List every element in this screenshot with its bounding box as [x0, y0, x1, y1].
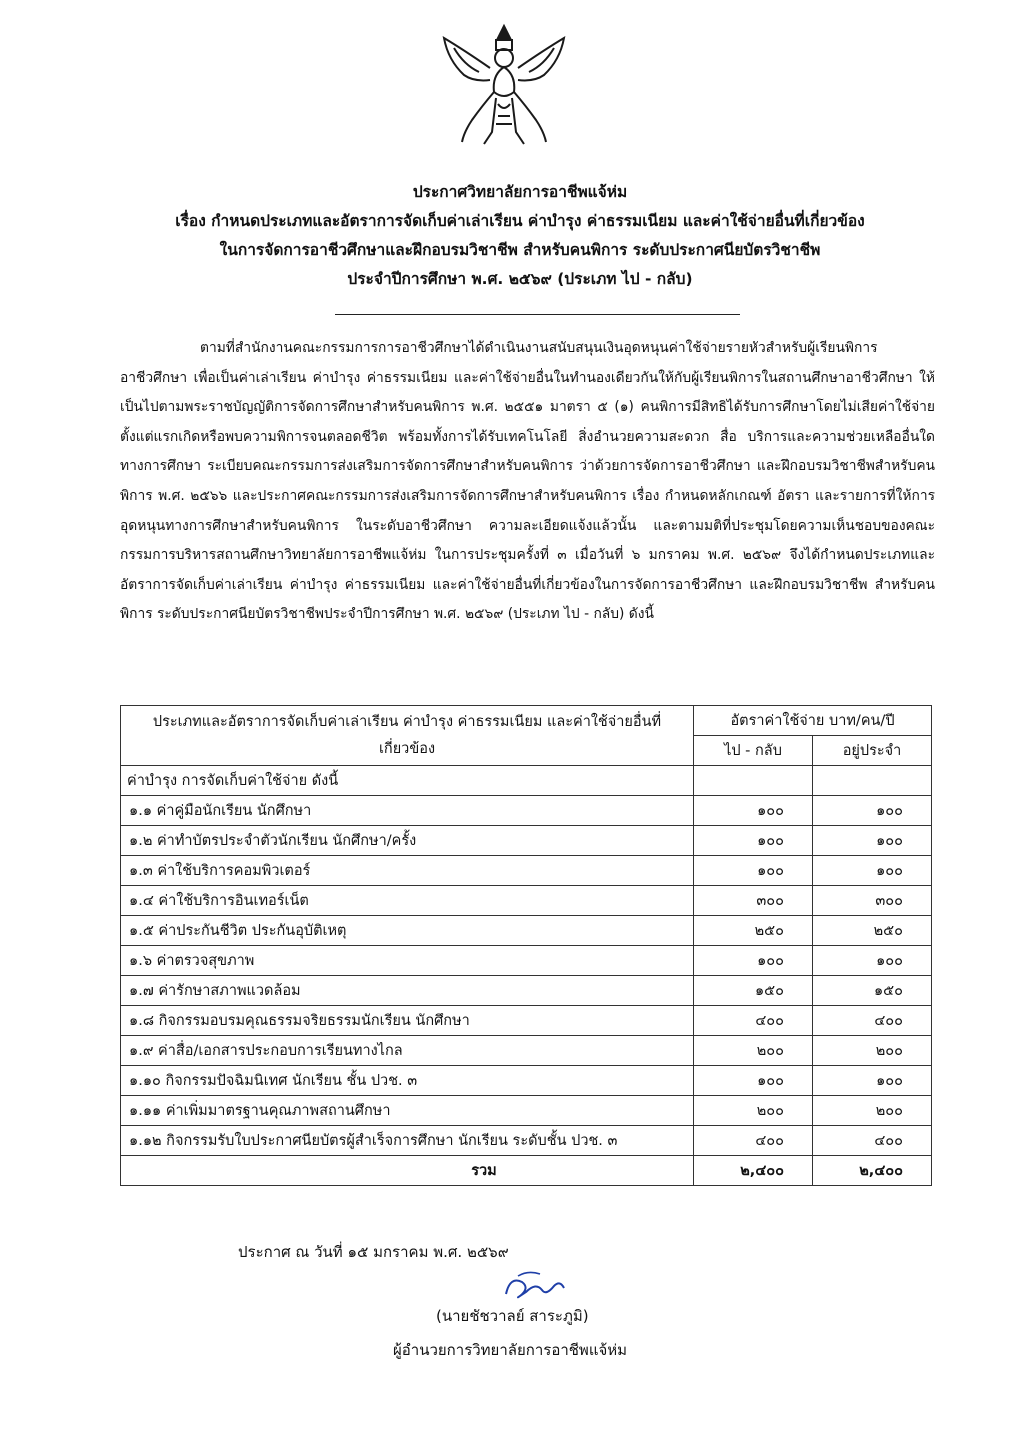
table-header-row	[121, 706, 932, 736]
row-commute: ๑๕๐	[694, 976, 813, 1006]
row-boarding: ๓๐๐	[813, 886, 932, 916]
row-item: ๑.๑๐ กิจกรรมปัจฉิมนิเทศ นักเรียน ชั้น ปวช. ๓	[121, 1066, 694, 1096]
row-item: ๑.๑๑ ค่าเพิ่มมาตรฐานคุณภาพสถานศึกษา	[121, 1096, 694, 1126]
row-boarding: ๑๐๐	[813, 796, 932, 826]
row-commute: ๑๐๐	[694, 856, 813, 886]
row-boarding: ๒๐๐	[813, 1036, 932, 1066]
row-item: ๑.๓ ค่าใช้บริการคอมพิวเตอร์	[121, 856, 694, 886]
table-row	[121, 946, 932, 976]
table-row	[121, 1036, 932, 1066]
title-line-scope: ในการจัดการอาชีวศึกษาและฝึกอบรมวิชาชีพ สำหรับคนพิการ ระดับประกาศนียบัตรวิชาชีพ	[219, 241, 821, 259]
title-line-subject: เรื่อง กำหนดประเภทและอัตราการจัดเก็บค่าเล่าเรียน ค่าบำรุง ค่าธรรมเนียม และค่าใช้จ่ายอื่นที่เกี่ยวข้อง	[175, 212, 865, 230]
row-item: ๑.๑๒ กิจกรรมรับใบประกาศนียบัตรผู้สำเร็จการศึกษา นักเรียน ระดับชั้น ปวช. ๓	[121, 1126, 694, 1156]
row-item: ๑.๖ ค่าตรวจสุขภาพ	[121, 946, 694, 976]
row-commute: ๑๐๐	[694, 1066, 813, 1096]
row-item: ๑.๕ ค่าประกันชีวิต ประกันอุบัติเหตุ	[121, 916, 694, 946]
row-item: ๑.๔ ค่าใช้บริการอินเทอร์เน็ต	[121, 886, 694, 916]
signer-name: (นายชัชวาลย์ สาระภูมิ)	[436, 1307, 589, 1325]
table-row	[121, 1126, 932, 1156]
row-commute: ๒๕๐	[694, 916, 813, 946]
row-item: ๑.๙ ค่าสื่อ/เอกสารประกอบการเรียนทางไกล	[121, 1036, 694, 1066]
document-title	[100, 178, 940, 294]
body-paragraph: ตามที่สำนักงานคณะกรรมการการอาชีวศึกษาได้ดำเนินงานสนับสนุนเงินอุดหนุนค่าใช้จ่ายรายหัวสำหรับผู้เรียนพิการอาชีวศึกษา เพื่อเป็นค่าเล่าเรียน ค่าบำรุง ค่าธรรมเนียม และค่าใช้จ่ายอื่นในทำนองเดียวกันให้กับผู้เรียนพิการในสถานศึกษาอาชีวศึกษา ให้เป็นไปตามพระราชบัญญัติการจัดการศึกษาสำหรับคนพิการ พ.ศ. ๒๕๕๑ มาตรา ๕ (๑) คนพิการมีสิทธิได้รับการศึกษาโดยไม่เสียค่าใช้จ่าย ตั้งแต่แรกเกิดหรือพบความพิการจนตลอดชีวิต พร้อมทั้งการได้รับเทคโนโลยี สิ่งอำนวยความสะดวก สื่อ บริการและความช่วยเหลืออื่นใด ทางการศึกษา ระเบียบคณะกรรมการส่งเสริมการจัดการศึกษาสำหรับคนพิการ ว่าด้วยการจัดการอาชีวศึกษา และฝึกอบรมวิชาชีพสำหรับคนพิการ พ.ศ. ๒๕๖๖ และประกาศคณะกรรมการส่งเสริมการจัดการศึกษาสำหรับคนพิการ เรื่อง กำหนดหลักเกณฑ์ อัตรา และรายการที่ให้การอุดหนุนทางการศึกษาสำหรับคนพิการ ในระดับอาชีวศึกษา ความละเอียดแจ้งแล้วนั้น และตามมติที่ประชุมโดยความเห็นชอบของคณะกรรมการบริหารสถานศึกษาวิทยาลัยการอาชีพแจ้ห่ม ในการประชุมครั้งที่ ๓ เมื่อวันที่ ๖ มกราคม พ.ศ. ๒๕๖๙ จึงได้กำหนดประเภทและอัตราการจัดเก็บค่าเล่าเรียน ค่าบำรุง ค่าธรรมเนียม และค่าใช้จ่ายอื่นที่เกี่ยวข้องในการจัดการอาชีวศึกษา และฝึกอบรมวิชาชีพ สำหรับคนพิการ ระดับประกาศนียบัตรวิชาชีพประจำปีการศึกษา พ.ศ. ๒๕๖๙ (ประเภท ไป - กลับ) ดังนี้	[120, 340, 935, 623]
row-boarding: ๒๕๐	[813, 916, 932, 946]
row-commute: ๒๐๐	[694, 1096, 813, 1126]
signature-icon	[500, 1268, 570, 1306]
row-commute: ๓๐๐	[694, 886, 813, 916]
table-row	[121, 976, 932, 1006]
header-rate: อัตราค่าใช้จ่าย บาท/คน/ปี	[694, 706, 932, 736]
table-row	[121, 1096, 932, 1126]
table-row	[121, 1006, 932, 1036]
row-boarding: ๔๐๐	[813, 1126, 932, 1156]
announce-date: ประกาศ ณ วันที่ ๑๕ มกราคม พ.ศ. ๒๕๖๙	[238, 1243, 509, 1261]
title-line-org: ประกาศวิทยาลัยการอาชีพแจ้ห่ม	[412, 183, 628, 201]
row-boarding: ๑๐๐	[813, 856, 932, 886]
total-commute: ๒,๔๐๐	[694, 1156, 813, 1186]
row-boarding: ๒๐๐	[813, 1096, 932, 1126]
table-row	[121, 826, 932, 856]
total-label: รวม	[121, 1156, 694, 1186]
row-commute: ๑๐๐	[694, 826, 813, 856]
row-boarding: ๑๐๐	[813, 1066, 932, 1096]
row-item: ๑.๘ กิจกรรมอบรมคุณธรรมจริยธรรมนักเรียน นักศึกษา	[121, 1006, 694, 1036]
title-line-year: ประจำปีการศึกษา พ.ศ. ๒๕๖๙ (ประเภท ไป - กลับ)	[347, 270, 693, 288]
row-commute: ๒๐๐	[694, 1036, 813, 1066]
fee-table	[120, 705, 932, 1186]
signer-position: ผู้อำนวยการวิทยาลัยการอาชีพแจ้ห่ม	[393, 1341, 628, 1359]
title-divider	[335, 314, 740, 315]
row-commute: ๔๐๐	[694, 1006, 813, 1036]
row-commute: ๑๐๐	[694, 946, 813, 976]
table-row	[121, 916, 932, 946]
row-boarding: ๑๕๐	[813, 976, 932, 1006]
total-boarding: ๒,๔๐๐	[813, 1156, 932, 1186]
total-row	[121, 1156, 932, 1186]
section-row	[121, 766, 932, 796]
table-row	[121, 796, 932, 826]
row-boarding: ๔๐๐	[813, 1006, 932, 1036]
row-boarding: ๑๐๐	[813, 946, 932, 976]
header-commute: ไป - กลับ	[694, 736, 813, 766]
header-item: ประเภทและอัตราการจัดเก็บค่าเล่าเรียน ค่าบำรุง ค่าธรรมเนียม และค่าใช้จ่ายอื่นที่เกี่ยวข้อง	[121, 706, 694, 766]
header-boarding: อยู่ประจำ	[813, 736, 932, 766]
table-row	[121, 886, 932, 916]
row-commute: ๑๐๐	[694, 796, 813, 826]
row-commute: ๔๐๐	[694, 1126, 813, 1156]
row-item: ๑.๒ ค่าทำบัตรประจำตัวนักเรียน นักศึกษา/ครั้ง	[121, 826, 694, 856]
section-label: ค่าบำรุง การจัดเก็บค่าใช้จ่าย ดังนี้	[121, 766, 694, 796]
row-boarding: ๑๐๐	[813, 826, 932, 856]
garuda-emblem-icon	[434, 20, 574, 148]
table-row	[121, 856, 932, 886]
row-item: ๑.๗ ค่ารักษาสภาพแวดล้อม	[121, 976, 694, 1006]
row-item: ๑.๑ ค่าคู่มือนักเรียน นักศึกษา	[121, 796, 694, 826]
table-row	[121, 1066, 932, 1096]
